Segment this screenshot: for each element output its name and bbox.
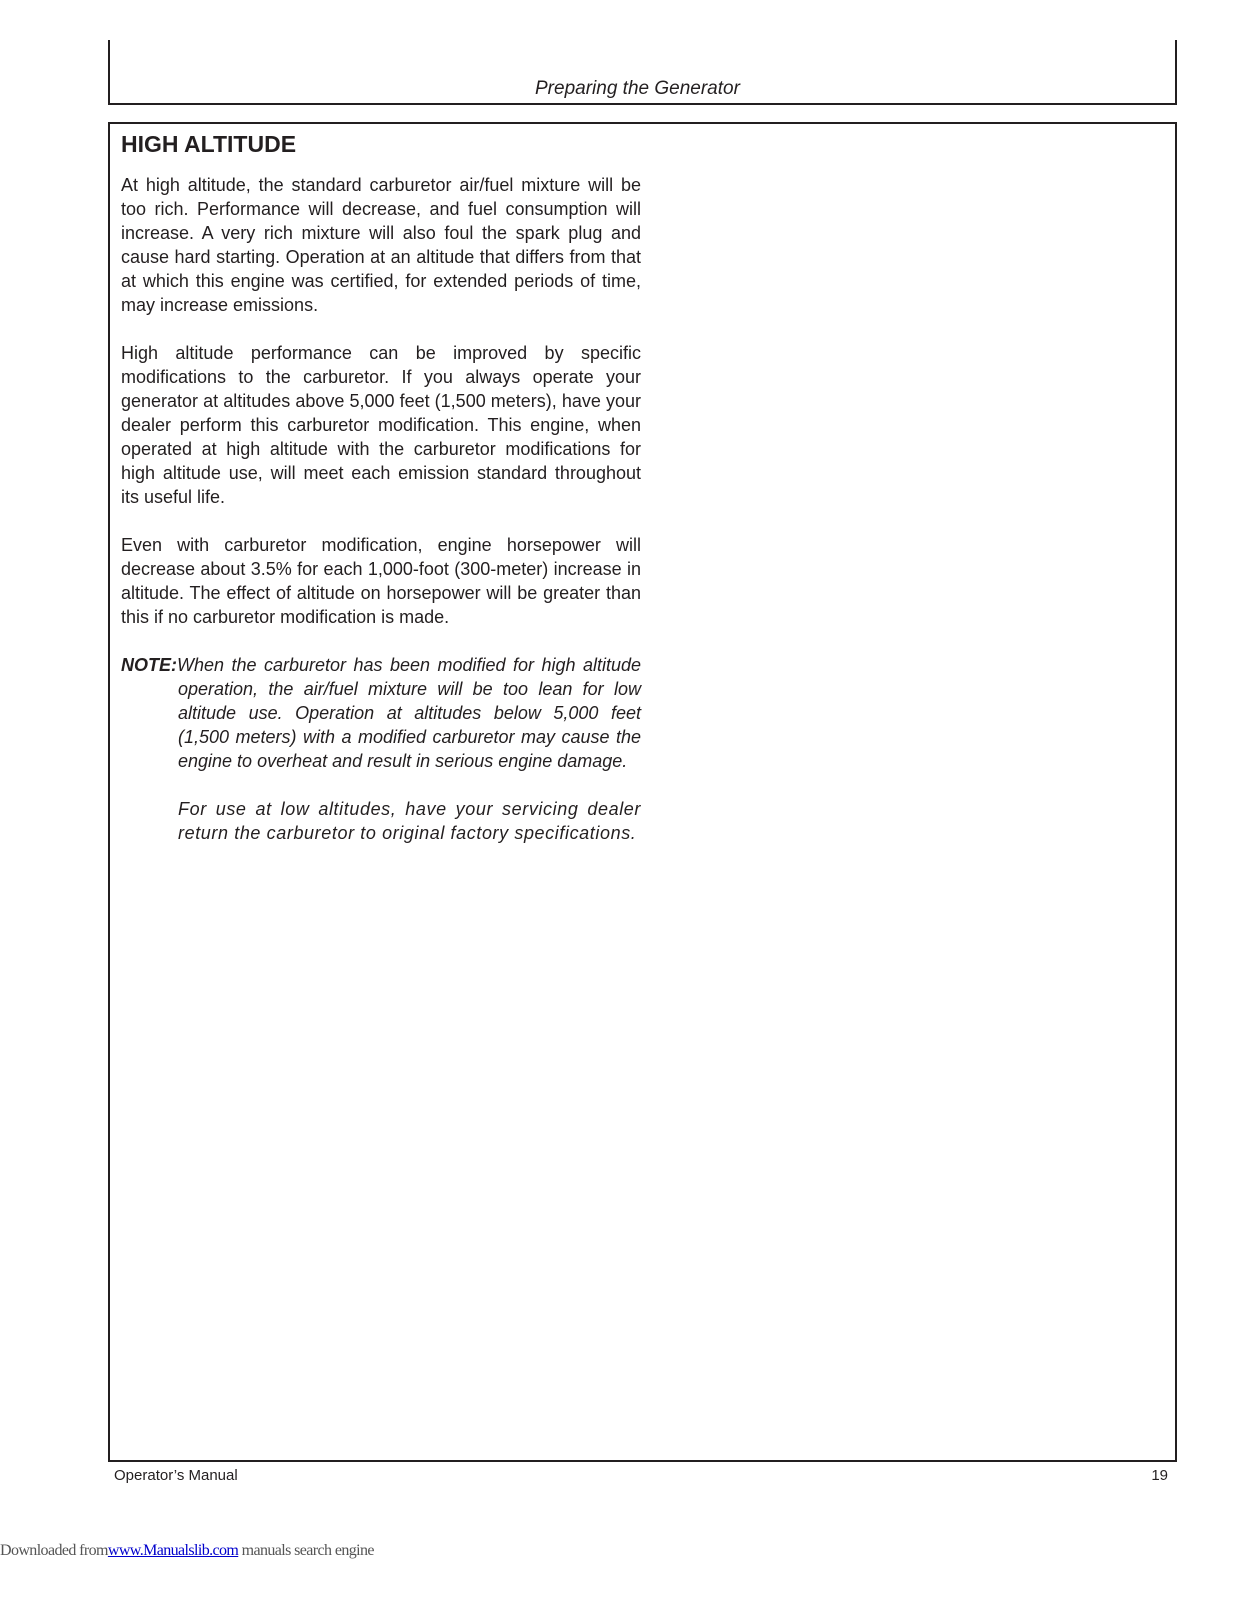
download-prefix: Downloaded from — [0, 1542, 108, 1559]
download-suffix: manuals search engine — [238, 1542, 374, 1559]
footer-page-number: 19 — [1151, 1467, 1168, 1484]
paragraph-horsepower-loss: Even with carburetor modification, engine horsepower will decrease about 3.5% for each 1,000-foot (300-meter) increase in altitude. The effect of altitude on horsepower will be greater than this if no carburetor modification is made. — [121, 535, 641, 627]
paragraph-rich-mixture: At high altitude, the standard carburetor air/fuel mixture will be too rich. Performance will decrease, and fuel consumption will increase. A very rich mixture will also foul the spark plug and cause hard starting. Operation at an altitude that differs from that at which this engine was certified, for extended periods of time, may increase emissions. — [121, 175, 641, 315]
manualslib-link[interactable]: www.Manualslib.com — [107, 1542, 239, 1559]
footer-manual-label: Operator’s Manual — [114, 1467, 238, 1484]
note-label: NOTE: — [121, 655, 177, 675]
main-column — [121, 128, 641, 845]
note-block — [121, 653, 641, 773]
note-text: When the carburetor has been modified for high altitude operation, the air/fuel mixture will be too lean for low altitude use. Operation at altitudes below 5,000 feet (1,500 meters) with a modified carburetor may cause the engine to overheat and result in serious engine damage. — [177, 655, 641, 771]
page-heading: HIGH ALTITUDE — [121, 131, 297, 157]
paragraph-carburetor-modification: High altitude performance can be improved by specific modifications to the carburetor. If you always operate your generator at altitudes above 5,000 feet (1,500 meters), have your dealer perform this carburetor modification. This engine, when operated at high altitude with the carburetor modifications for high altitude use, will meet each emission standard throughout its useful life. — [121, 343, 641, 507]
section-title: Preparing the Generator — [535, 78, 740, 99]
download-source-line — [0, 1541, 374, 1561]
note-extra-text: For use at low altitudes, have your servicing dealer return the carburetor to original factory specifications. — [178, 799, 641, 843]
